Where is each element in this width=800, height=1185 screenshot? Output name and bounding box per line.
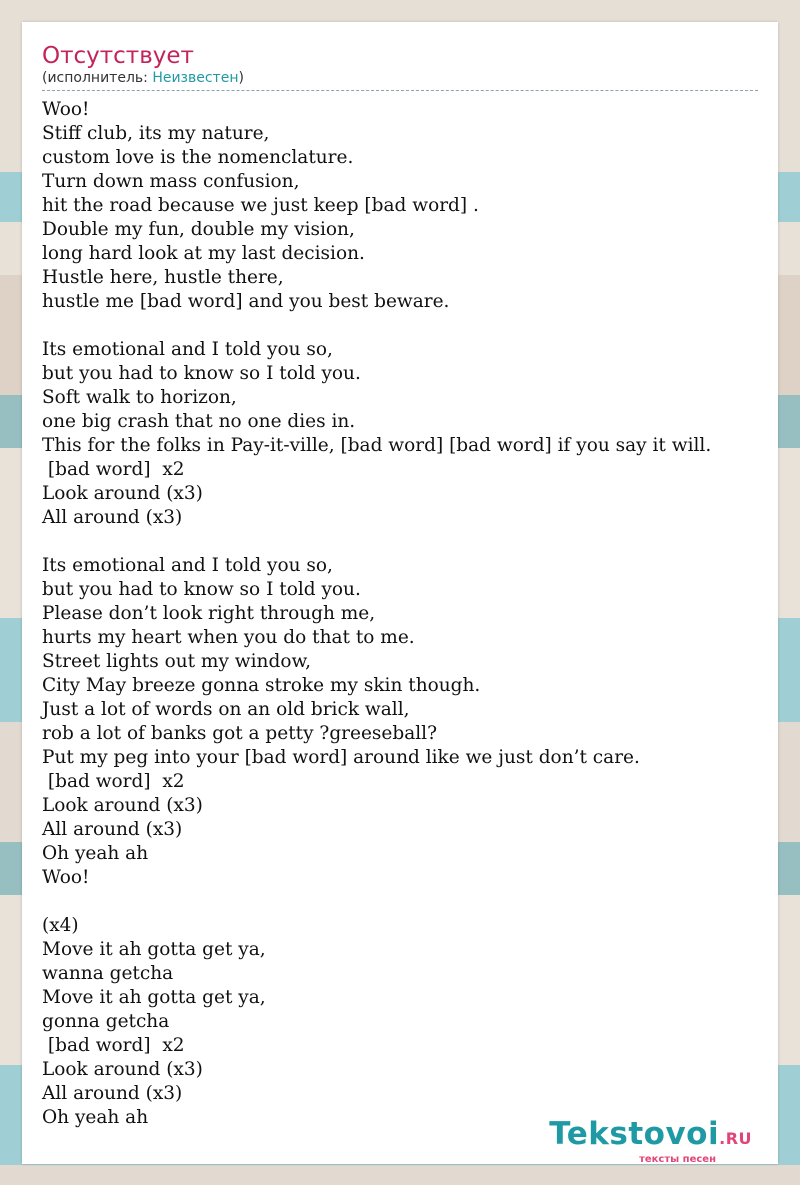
lyric-line: Its emotional and I told you so, — [42, 555, 333, 576]
song-title: Отсутствует — [42, 43, 194, 69]
lyric-line: Stiff club, its my nature, — [42, 123, 270, 144]
lyric-line: gonna getcha — [42, 1011, 170, 1032]
lyric-line: Its emotional and I told you so, — [42, 339, 333, 360]
lyric-line: Oh yeah ah — [42, 1107, 149, 1128]
lyric-line: This for the folks in Pay-it-ville, [bad word] [bad word] if you say it will. — [42, 435, 712, 456]
lyric-line: (x4) — [42, 915, 79, 936]
lyric-line: All around (x3) — [42, 507, 183, 528]
lyric-line: Put my peg into your [bad word] around like we just don’t care. — [42, 747, 640, 768]
lyric-line: hit the road because we just keep [bad word] . — [42, 195, 479, 216]
lyric-line: All around (x3) — [42, 1083, 183, 1104]
logo-tld: .RU — [719, 1129, 752, 1148]
lyric-line: hustle me [bad word] and you best beware. — [42, 291, 450, 312]
lyrics-card — [22, 22, 778, 1164]
site-logo[interactable] — [542, 1104, 752, 1164]
artist-line — [42, 70, 758, 91]
lyric-line: custom love is the nomenclature. — [42, 147, 354, 168]
lyric-line: [bad word] x2 — [42, 1035, 185, 1056]
lyric-line — [42, 890, 766, 914]
lyric-line: Look around (x3) — [42, 1059, 203, 1080]
lyric-line: long hard look at my last decision. — [42, 243, 365, 264]
lyric-line: hurts my heart when you do that to me. — [42, 627, 415, 648]
lyric-line: Turn down mass confusion, — [42, 171, 300, 192]
artist-prefix: (исполнитель: — [42, 70, 153, 86]
lyric-line: Just a lot of words on an old brick wall, — [42, 699, 410, 720]
logo-tagline: тексты песен — [639, 1154, 716, 1165]
lyric-line: Hustle here, hustle there, — [42, 267, 284, 288]
lyric-line: Look around (x3) — [42, 483, 203, 504]
lyric-line: [bad word] x2 — [42, 459, 185, 480]
lyric-line: rob a lot of banks got a petty ?greeseball? — [42, 723, 437, 744]
artist-suffix: ) — [238, 70, 244, 86]
logo-wordmark — [549, 1116, 752, 1152]
lyric-line: Street lights out my window, — [42, 651, 311, 672]
lyric-line — [42, 314, 766, 338]
lyric-line: Woo! — [42, 99, 90, 120]
lyric-line: one big crash that no one dies in. — [42, 411, 356, 432]
lyric-line — [42, 530, 766, 554]
lyric-line: Double my fun, double my vision, — [42, 219, 355, 240]
lyric-line: [bad word] x2 — [42, 771, 185, 792]
lyric-line: Please don’t look right through me, — [42, 603, 376, 624]
artist-link[interactable]: Неизвестен — [152, 70, 239, 86]
lyric-line: All around (x3) — [42, 819, 183, 840]
lyric-line: City May breeze gonna stroke my skin though. — [42, 675, 481, 696]
logo-name: Tekstovoi — [549, 1116, 720, 1152]
lyric-line: Woo! — [42, 867, 90, 888]
lyric-line: Oh yeah ah — [42, 843, 149, 864]
lyrics-text — [42, 98, 766, 1130]
lyric-line: but you had to know so I told you. — [42, 363, 361, 384]
lyric-line: Move it ah gotta get ya, — [42, 939, 266, 960]
lyric-line: Look around (x3) — [42, 795, 203, 816]
lyric-line: Move it ah gotta get ya, — [42, 987, 266, 1008]
lyric-line: wanna getcha — [42, 963, 174, 984]
lyric-line: but you had to know so I told you. — [42, 579, 361, 600]
lyric-line: Soft walk to horizon, — [42, 387, 237, 408]
